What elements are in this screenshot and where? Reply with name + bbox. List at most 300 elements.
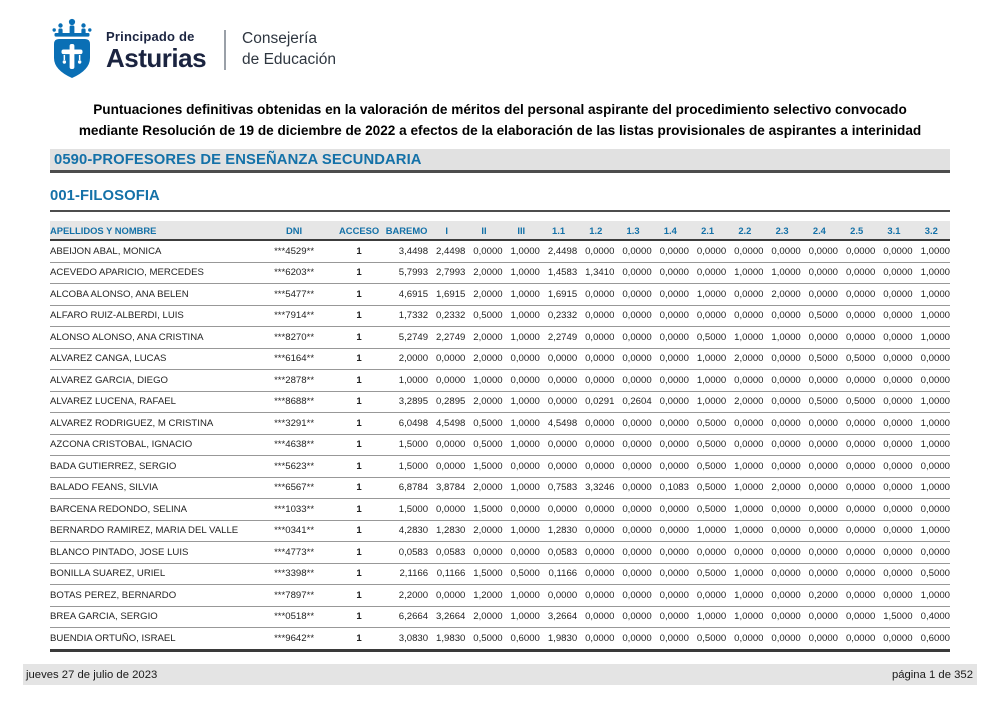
cell-dni: ***0518** (255, 606, 333, 628)
cell-2-3: 0,0000 (763, 413, 800, 435)
cell-2-5: 0,0000 (838, 563, 875, 585)
cell-ii: 1,0000 (465, 370, 502, 392)
cell-2-5: 0,0000 (838, 477, 875, 499)
cell-1-4: 0,0000 (652, 391, 689, 413)
column-header-acceso: ACCESO (333, 221, 385, 240)
cell-name: BUENDIA ORTUÑO, ISRAEL (50, 628, 255, 651)
cell-i: 0,0000 (428, 499, 465, 521)
cell-baremo: 2,2000 (385, 585, 428, 607)
cell-i: 2,4498 (428, 240, 465, 262)
cell-name: ACEVEDO APARICIO, MERCEDES (50, 262, 255, 284)
cell-2-1: 0,5000 (689, 327, 726, 349)
table-row (50, 628, 950, 651)
cell-2-4: 0,0000 (801, 628, 838, 651)
cell-1-4: 0,0000 (652, 585, 689, 607)
cell-2-5: 0,0000 (838, 305, 875, 327)
cell-baremo: 2,0000 (385, 348, 428, 370)
cell-baremo: 1,5000 (385, 456, 428, 478)
cell-2-1: 0,5000 (689, 456, 726, 478)
cell-1-1: 0,1166 (540, 563, 577, 585)
cell-dni: ***8270** (255, 327, 333, 349)
cell-3-2: 1,0000 (913, 413, 950, 435)
cell-1-1: 0,7583 (540, 477, 577, 499)
cell-iii: 1,0000 (503, 391, 540, 413)
cell-ii: 2,0000 (465, 606, 502, 628)
table-row (50, 499, 950, 521)
org-logo (50, 18, 336, 82)
cell-3-1: 0,0000 (875, 542, 912, 564)
cell-3-1: 0,0000 (875, 456, 912, 478)
cell-3-2: 0,0000 (913, 542, 950, 564)
cell-i: 4,5498 (428, 413, 465, 435)
cell-iii: 1,0000 (503, 327, 540, 349)
org-name (106, 30, 206, 71)
cell-2-5: 0,0000 (838, 240, 875, 262)
cell-1-2: 0,0000 (577, 520, 614, 542)
column-header-i: I (428, 221, 465, 240)
cell-1-1: 0,2332 (540, 305, 577, 327)
table-row (50, 262, 950, 284)
cell-2-1: 0,5000 (689, 563, 726, 585)
cell-2-1: 0,0000 (689, 585, 726, 607)
cell-3-2: 1,0000 (913, 520, 950, 542)
document-title-line2: mediante Resolución de 19 de diciembre de 2022 a efectos de la elaboración de las listas provisionales de aspirantes a interinidad (78, 123, 922, 139)
cell-2-2: 1,0000 (726, 520, 763, 542)
cell-2-5: 0,0000 (838, 370, 875, 392)
cell-acceso: 1 (333, 348, 385, 370)
cell-ii: 0,5000 (465, 413, 502, 435)
cell-2-3: 0,0000 (763, 434, 800, 456)
table-row (50, 284, 950, 306)
column-header-2-1: 2.1 (689, 221, 726, 240)
cell-3-2: 1,0000 (913, 305, 950, 327)
cell-i: 2,2749 (428, 327, 465, 349)
cell-1-1: 0,0000 (540, 370, 577, 392)
cell-baremo: 4,6915 (385, 284, 428, 306)
cell-2-1: 1,0000 (689, 606, 726, 628)
cell-2-5: 0,0000 (838, 413, 875, 435)
cell-2-4: 0,0000 (801, 434, 838, 456)
cell-acceso: 1 (333, 499, 385, 521)
cell-1-2: 0,0000 (577, 628, 614, 651)
cell-2-3: 0,0000 (763, 542, 800, 564)
cell-ii: 2,0000 (465, 477, 502, 499)
cell-1-4: 0,0000 (652, 456, 689, 478)
cell-2-2: 1,0000 (726, 456, 763, 478)
cell-1-4: 0,0000 (652, 413, 689, 435)
cell-iii: 1,0000 (503, 585, 540, 607)
table-row (50, 563, 950, 585)
cell-baremo: 1,0000 (385, 370, 428, 392)
cell-1-1: 0,0000 (540, 391, 577, 413)
cell-2-3: 0,0000 (763, 563, 800, 585)
table-row (50, 520, 950, 542)
cell-baremo: 6,2664 (385, 606, 428, 628)
table-row (50, 456, 950, 478)
cell-name: BADA GUTIERREZ, SERGIO (50, 456, 255, 478)
column-header-2-4: 2.4 (801, 221, 838, 240)
cell-1-2: 0,0000 (577, 585, 614, 607)
cell-1-1: 3,2664 (540, 606, 577, 628)
cell-1-1: 0,0000 (540, 348, 577, 370)
subsection-header (50, 187, 950, 212)
cell-2-2: 1,0000 (726, 499, 763, 521)
cell-2-3: 0,0000 (763, 606, 800, 628)
cell-name: ABEIJON ABAL, MONICA (50, 240, 255, 262)
cell-3-2: 1,0000 (913, 284, 950, 306)
cell-2-3: 1,0000 (763, 327, 800, 349)
cell-baremo: 6,8784 (385, 477, 428, 499)
cell-2-4: 0,0000 (801, 413, 838, 435)
cell-iii: 1,0000 (503, 434, 540, 456)
cell-3-1: 0,0000 (875, 327, 912, 349)
cell-1-1: 0,0000 (540, 499, 577, 521)
cell-3-1: 0,0000 (875, 585, 912, 607)
cell-2-1: 1,0000 (689, 348, 726, 370)
cell-ii: 0,0000 (465, 542, 502, 564)
table-row (50, 413, 950, 435)
cell-3-1: 0,0000 (875, 348, 912, 370)
cell-acceso: 1 (333, 370, 385, 392)
cell-1-3: 0,0000 (614, 327, 651, 349)
column-header-ii: II (465, 221, 502, 240)
cell-2-2: 0,0000 (726, 434, 763, 456)
cell-2-1: 1,0000 (689, 391, 726, 413)
cell-2-4: 0,2000 (801, 585, 838, 607)
cell-acceso: 1 (333, 413, 385, 435)
cell-ii: 0,5000 (465, 434, 502, 456)
document-title (50, 99, 950, 141)
cell-1-4: 0,0000 (652, 563, 689, 585)
cell-i: 3,2664 (428, 606, 465, 628)
cell-2-3: 2,0000 (763, 477, 800, 499)
cell-iii: 1,0000 (503, 305, 540, 327)
cell-1-3: 0,0000 (614, 477, 651, 499)
cell-2-4: 0,0000 (801, 370, 838, 392)
cell-ii: 1,5000 (465, 499, 502, 521)
cell-acceso: 1 (333, 327, 385, 349)
cell-iii: 1,0000 (503, 477, 540, 499)
cell-3-1: 0,0000 (875, 563, 912, 585)
cell-1-3: 0,0000 (614, 240, 651, 262)
table-row (50, 327, 950, 349)
cell-1-3: 0,0000 (614, 606, 651, 628)
table-row (50, 348, 950, 370)
cell-name: AZCONA CRISTOBAL, IGNACIO (50, 434, 255, 456)
cell-ii: 2,0000 (465, 520, 502, 542)
cell-iii: 0,0000 (503, 456, 540, 478)
cell-2-3: 0,0000 (763, 305, 800, 327)
cell-3-2: 0,6000 (913, 628, 950, 651)
cell-2-5: 0,0000 (838, 262, 875, 284)
table-row (50, 606, 950, 628)
cell-i: 0,1166 (428, 563, 465, 585)
cell-3-1: 0,0000 (875, 240, 912, 262)
cell-2-3: 0,0000 (763, 348, 800, 370)
cell-2-1: 0,0000 (689, 240, 726, 262)
cell-2-3: 1,0000 (763, 262, 800, 284)
table-row (50, 240, 950, 262)
cell-1-2: 0,0000 (577, 456, 614, 478)
cell-1-1: 1,4583 (540, 262, 577, 284)
cell-2-4: 0,0000 (801, 284, 838, 306)
cell-iii: 1,0000 (503, 240, 540, 262)
cell-2-1: 1,0000 (689, 520, 726, 542)
cell-ii: 2,0000 (465, 327, 502, 349)
cell-2-2: 0,0000 (726, 370, 763, 392)
table-row (50, 434, 950, 456)
cell-i: 1,6915 (428, 284, 465, 306)
cell-1-2: 0,0000 (577, 240, 614, 262)
cell-1-4: 0,0000 (652, 262, 689, 284)
cell-3-1: 1,5000 (875, 606, 912, 628)
cell-3-2: 0,0000 (913, 370, 950, 392)
cell-1-1: 1,2830 (540, 520, 577, 542)
column-header-iii: III (503, 221, 540, 240)
cell-2-4: 0,0000 (801, 563, 838, 585)
cell-i: 0,0000 (428, 348, 465, 370)
cell-acceso: 1 (333, 563, 385, 585)
cell-1-2: 0,0000 (577, 542, 614, 564)
cell-2-2: 1,0000 (726, 563, 763, 585)
cell-1-1: 1,6915 (540, 284, 577, 306)
cell-1-2: 0,0000 (577, 370, 614, 392)
cell-2-3: 0,0000 (763, 499, 800, 521)
cell-2-1: 0,0000 (689, 542, 726, 564)
cell-iii: 1,0000 (503, 606, 540, 628)
table-row (50, 542, 950, 564)
cell-2-5: 0,0000 (838, 456, 875, 478)
cell-3-2: 0,0000 (913, 456, 950, 478)
cell-name: BALADO FEANS, SILVIA (50, 477, 255, 499)
column-header-2-3: 2.3 (763, 221, 800, 240)
document-title-line1: Puntuaciones definitivas obtenidas en la valoración de méritos del personal aspirante del procedimiento selectivo convocado (93, 102, 907, 117)
cell-2-3: 0,0000 (763, 456, 800, 478)
cell-i: 0,0000 (428, 370, 465, 392)
column-header-baremo: BAREMO (385, 221, 428, 240)
cell-ii: 0,0000 (465, 240, 502, 262)
cell-2-2: 0,0000 (726, 240, 763, 262)
cell-dni: ***8688** (255, 391, 333, 413)
cell-3-2: 0,0000 (913, 499, 950, 521)
cell-2-4: 0,0000 (801, 477, 838, 499)
logo-divider (224, 30, 226, 70)
table-row (50, 391, 950, 413)
column-header-1-1: 1.1 (540, 221, 577, 240)
asturias-shield-icon (50, 18, 94, 82)
cell-2-4: 0,5000 (801, 305, 838, 327)
cell-2-5: 0,5000 (838, 391, 875, 413)
cell-ii: 0,5000 (465, 628, 502, 651)
cell-2-5: 0,0000 (838, 542, 875, 564)
cell-1-4: 0,0000 (652, 434, 689, 456)
cell-dni: ***3291** (255, 413, 333, 435)
cell-3-1: 0,0000 (875, 477, 912, 499)
cell-1-2: 0,0000 (577, 606, 614, 628)
cell-1-1: 0,0000 (540, 585, 577, 607)
cell-2-1: 1,0000 (689, 284, 726, 306)
cell-2-4: 0,0000 (801, 262, 838, 284)
cell-i: 3,8784 (428, 477, 465, 499)
cell-1-3: 0,0000 (614, 370, 651, 392)
cell-1-1: 0,0583 (540, 542, 577, 564)
cell-2-5: 0,0000 (838, 606, 875, 628)
cell-3-2: 0,5000 (913, 563, 950, 585)
cell-3-1: 0,0000 (875, 499, 912, 521)
cell-2-5: 0,0000 (838, 499, 875, 521)
cell-name: BONILLA SUAREZ, URIEL (50, 563, 255, 585)
cell-i: 1,9830 (428, 628, 465, 651)
cell-dni: ***4773** (255, 542, 333, 564)
cell-2-5: 0,0000 (838, 434, 875, 456)
cell-2-5: 0,0000 (838, 284, 875, 306)
cell-3-1: 0,0000 (875, 284, 912, 306)
cell-name: ALVAREZ CANGA, LUCAS (50, 348, 255, 370)
cell-1-2: 0,0000 (577, 327, 614, 349)
cell-1-1: 4,5498 (540, 413, 577, 435)
org-name-line2: Asturias (106, 42, 207, 73)
cell-1-4: 0,0000 (652, 370, 689, 392)
cell-2-1: 0,0000 (689, 262, 726, 284)
cell-2-4: 0,0000 (801, 606, 838, 628)
table-row (50, 370, 950, 392)
cell-iii: 1,0000 (503, 262, 540, 284)
column-header-1-4: 1.4 (652, 221, 689, 240)
column-header-2-5: 2.5 (838, 221, 875, 240)
cell-acceso: 1 (333, 628, 385, 651)
cell-3-2: 1,0000 (913, 327, 950, 349)
cell-dni: ***2878** (255, 370, 333, 392)
cell-i: 0,2895 (428, 391, 465, 413)
cell-2-3: 0,0000 (763, 240, 800, 262)
cell-name: ALVAREZ RODRIGUEZ, M CRISTINA (50, 413, 255, 435)
cell-i: 0,0583 (428, 542, 465, 564)
cell-baremo: 3,0830 (385, 628, 428, 651)
cell-2-3: 0,0000 (763, 370, 800, 392)
cell-2-4: 0,0000 (801, 520, 838, 542)
cell-2-1: 0,5000 (689, 413, 726, 435)
cell-3-2: 1,0000 (913, 585, 950, 607)
cell-2-2: 1,0000 (726, 327, 763, 349)
cell-3-1: 0,0000 (875, 413, 912, 435)
cell-1-2: 0,0000 (577, 434, 614, 456)
cell-name: ALCOBA ALONSO, ANA BELEN (50, 284, 255, 306)
cell-2-2: 2,0000 (726, 348, 763, 370)
cell-1-1: 1,9830 (540, 628, 577, 651)
cell-1-3: 0,0000 (614, 585, 651, 607)
cell-name: BLANCO PINTADO, JOSE LUIS (50, 542, 255, 564)
cell-dni: ***6567** (255, 477, 333, 499)
cell-3-2: 0,4000 (913, 606, 950, 628)
cell-3-2: 1,0000 (913, 262, 950, 284)
column-header-3-2: 3.2 (913, 221, 950, 240)
cell-2-2: 1,0000 (726, 477, 763, 499)
cell-2-4: 0,0000 (801, 542, 838, 564)
cell-1-4: 0,0000 (652, 240, 689, 262)
cell-1-3: 0,0000 (614, 456, 651, 478)
cell-2-2: 1,0000 (726, 606, 763, 628)
cell-1-2: 0,0000 (577, 563, 614, 585)
cell-2-5: 0,0000 (838, 520, 875, 542)
table-row (50, 585, 950, 607)
cell-acceso: 1 (333, 434, 385, 456)
cell-2-2: 0,0000 (726, 542, 763, 564)
cell-baremo: 3,2895 (385, 391, 428, 413)
cell-acceso: 1 (333, 477, 385, 499)
cell-name: ALFARO RUIZ-ALBERDI, LUIS (50, 305, 255, 327)
cell-3-1: 0,0000 (875, 520, 912, 542)
cell-2-3: 0,0000 (763, 585, 800, 607)
cell-i: 0,0000 (428, 434, 465, 456)
cell-1-4: 0,0000 (652, 606, 689, 628)
cell-1-2: 0,0291 (577, 391, 614, 413)
cell-baremo: 1,5000 (385, 434, 428, 456)
cell-ii: 2,0000 (465, 262, 502, 284)
cell-1-4: 0,0000 (652, 542, 689, 564)
cell-acceso: 1 (333, 542, 385, 564)
cell-iii: 0,0000 (503, 370, 540, 392)
cell-name: BARCENA REDONDO, SELINA (50, 499, 255, 521)
cell-ii: 2,0000 (465, 348, 502, 370)
cell-1-4: 0,1083 (652, 477, 689, 499)
cell-baremo: 1,7332 (385, 305, 428, 327)
cell-3-1: 0,0000 (875, 391, 912, 413)
column-header-2-2: 2.2 (726, 221, 763, 240)
cell-1-3: 0,0000 (614, 413, 651, 435)
cell-1-2: 0,0000 (577, 305, 614, 327)
cell-1-3: 0,2604 (614, 391, 651, 413)
cell-baremo: 0,0583 (385, 542, 428, 564)
cell-acceso: 1 (333, 262, 385, 284)
cell-dni: ***6164** (255, 348, 333, 370)
cell-dni: ***6203** (255, 262, 333, 284)
cell-1-3: 0,0000 (614, 284, 651, 306)
cell-ii: 0,5000 (465, 305, 502, 327)
cell-1-4: 0,0000 (652, 348, 689, 370)
cell-2-4: 0,5000 (801, 348, 838, 370)
cell-3-2: 1,0000 (913, 477, 950, 499)
cell-i: 0,0000 (428, 456, 465, 478)
cell-2-1: 0,5000 (689, 628, 726, 651)
cell-acceso: 1 (333, 585, 385, 607)
cell-acceso: 1 (333, 284, 385, 306)
cell-2-1: 0,5000 (689, 434, 726, 456)
cell-2-1: 1,0000 (689, 370, 726, 392)
cell-1-4: 0,0000 (652, 284, 689, 306)
cell-2-1: 0,5000 (689, 499, 726, 521)
cell-1-1: 0,0000 (540, 456, 577, 478)
page-footer (23, 664, 977, 685)
cell-name: BREA GARCIA, SERGIO (50, 606, 255, 628)
cell-iii: 0,0000 (503, 542, 540, 564)
cell-3-2: 1,0000 (913, 240, 950, 262)
cell-1-3: 0,0000 (614, 520, 651, 542)
cell-i: 1,2830 (428, 520, 465, 542)
cell-acceso: 1 (333, 391, 385, 413)
cell-iii: 1,0000 (503, 520, 540, 542)
cell-1-4: 0,0000 (652, 327, 689, 349)
cell-ii: 2,0000 (465, 284, 502, 306)
cell-3-2: 1,0000 (913, 391, 950, 413)
cell-name: BERNARDO RAMIREZ, MARIA DEL VALLE (50, 520, 255, 542)
cell-name: ALONSO ALONSO, ANA CRISTINA (50, 327, 255, 349)
cell-dni: ***3398** (255, 563, 333, 585)
cell-2-2: 0,0000 (726, 284, 763, 306)
cell-acceso: 1 (333, 520, 385, 542)
cell-2-4: 0,5000 (801, 391, 838, 413)
department-name (242, 29, 336, 71)
cell-2-3: 0,0000 (763, 628, 800, 651)
